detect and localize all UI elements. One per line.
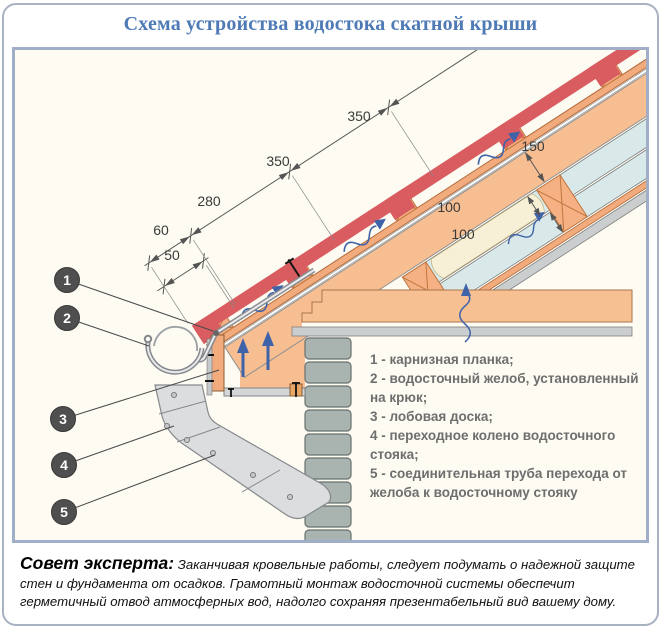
page-title: Схема устройства водостока скатной крыши	[4, 13, 657, 36]
dim-100-b: 100	[451, 226, 475, 242]
infographic-card	[2, 3, 659, 626]
legend-item: 5 - соединительная труба перехода от желоба к водосточному стояку	[370, 464, 640, 502]
callout-5	[52, 500, 77, 525]
svg-text:5: 5	[60, 504, 68, 520]
svg-text:4: 4	[60, 457, 68, 473]
gutter-lip	[145, 336, 151, 342]
legend-item: 4 - переходное колено водосточного стояка;	[370, 426, 640, 464]
svg-text:1: 1	[63, 272, 71, 288]
legend-item: 2 - водосточный желоб, установленный на крюк;	[370, 369, 640, 407]
svg-text:2: 2	[63, 310, 71, 326]
callout-4	[52, 453, 77, 478]
dim-350-b: 350	[347, 108, 371, 124]
fascia-board	[205, 335, 224, 395]
callout-3	[51, 407, 76, 432]
legend-item: 1 - карнизная планка;	[370, 350, 640, 369]
dim-100-a: 100	[437, 199, 461, 215]
dim-280: 280	[197, 193, 221, 209]
callout-1	[55, 268, 80, 293]
svg-text:3: 3	[59, 411, 67, 427]
dim-150: 150	[521, 138, 545, 154]
dim-50: 50	[164, 247, 180, 263]
downpipe-elbow	[155, 385, 331, 518]
callout-2	[55, 306, 80, 331]
legend	[370, 350, 640, 502]
dim-350-a: 350	[266, 153, 290, 169]
dim-60: 60	[153, 222, 169, 238]
expert-advice-text: Заканчивая кровельные работы, следует подумать о надежной защите стен и фундамента от осадков. Грамотный монтаж водосточной системы обеспечит герметичный отвод атмосферных вод, надолго сохраняя презентабельный вид вашему дому.	[20, 557, 635, 609]
expert-advice-lead: Совет эксперта:	[20, 553, 174, 573]
expert-advice	[20, 554, 644, 612]
diagram-panel	[12, 47, 649, 543]
ceiling	[292, 290, 632, 336]
legend-item: 3 - лобовая доска;	[370, 407, 640, 426]
